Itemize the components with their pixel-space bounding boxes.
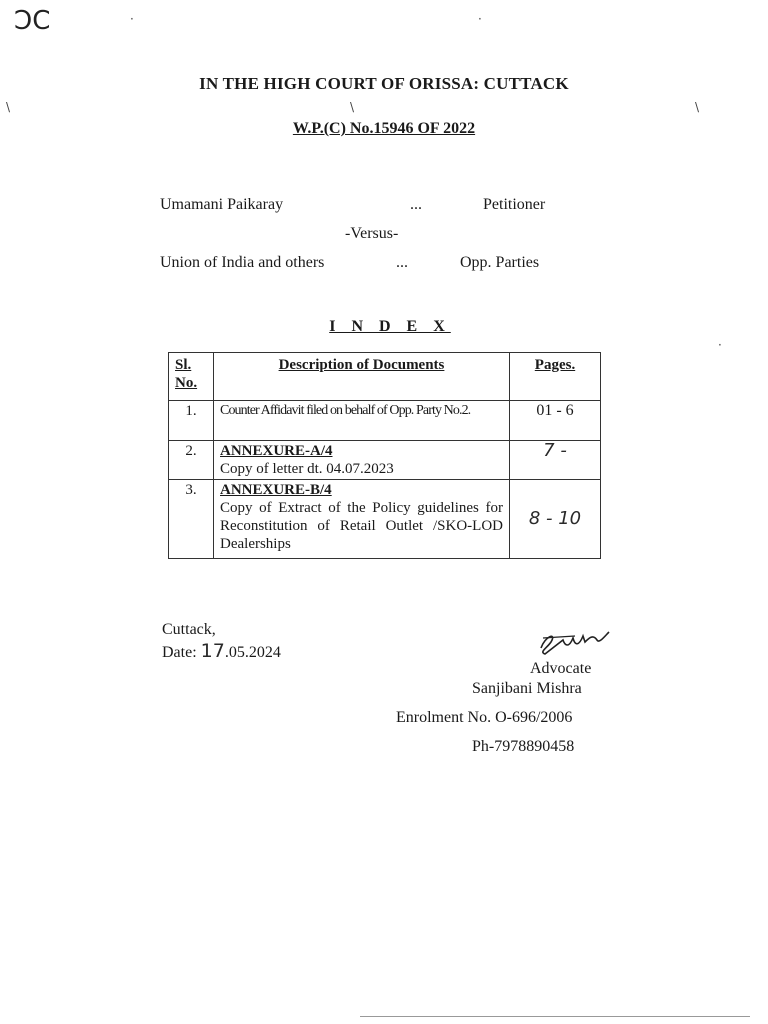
place-label: Cuttack, [162, 621, 216, 638]
scan-dot: · [130, 12, 134, 26]
row-description-text: Counter Affidavit filed on behalf of Opp. Party No.2. [220, 403, 471, 418]
petitioner-role: Petitioner [483, 196, 546, 213]
scan-mark: \ [350, 100, 355, 114]
row-description [214, 441, 510, 480]
advocate-label: Advocate [530, 660, 592, 677]
respondent-ellipsis: ... [396, 254, 408, 271]
row-sl: 2. [169, 441, 214, 480]
header-description: Description of Documents [214, 353, 510, 401]
court-title: IN THE HIGH COURT OF ORISSA: CUTTACK [199, 74, 569, 93]
respondent-name: Union of India and others [160, 254, 325, 271]
respondent-role: Opp. Parties [460, 254, 540, 271]
scan-mark: \ [6, 100, 11, 114]
versus-label: -Versus- [345, 225, 399, 242]
table-row [169, 480, 601, 559]
table-row [169, 441, 601, 480]
row-sl: 3. [169, 480, 214, 559]
petitioner-name: Umamani Paikaray [160, 196, 284, 213]
row-pages [510, 401, 601, 441]
header-pages: Pages. [510, 353, 601, 401]
enrolment-number: Enrolment No. O-696/2006 [396, 709, 573, 726]
row-pages [510, 480, 601, 559]
scan-mark: \ [695, 100, 700, 114]
row-description [214, 480, 510, 559]
row-pages [510, 441, 601, 480]
row-description-text: Copy of letter dt. 04.07.2023 [220, 461, 394, 477]
date-label: Date: [162, 644, 197, 661]
header-sl-no: Sl. No. [169, 353, 214, 401]
row-description-text: Copy of Extract of the Policy guidelines for Reconstitution of Retail Outlet /SKO-LOD Dealerships [220, 500, 503, 552]
table-header-row [169, 353, 601, 401]
table-row [169, 401, 601, 441]
signature [535, 618, 615, 658]
scan-bottom-line [360, 1016, 750, 1017]
advocate-name: Sanjibani Mishra [472, 680, 582, 697]
corner-handwritten-mark: ƆC [14, 6, 51, 36]
row-pages-value: 7 - [543, 440, 567, 461]
row-sl: 1. [169, 401, 214, 441]
petitioner-ellipsis: ... [410, 196, 422, 213]
scan-dot: · [478, 12, 482, 26]
index-heading: I N D E X [329, 318, 451, 335]
index-table [168, 352, 601, 559]
annexure-title: ANNEXURE-A/4 [220, 443, 333, 459]
case-number: W.P.(C) No.15946 OF 2022 [292, 120, 476, 137]
date-line [162, 640, 281, 662]
row-pages-value: 8 - 10 [528, 507, 582, 529]
scan-dot: · [718, 338, 722, 352]
row-pages-value: 01 - 6 [536, 402, 574, 419]
annexure-title: ANNEXURE-B/4 [220, 482, 332, 498]
date-rest: .05.2024 [224, 644, 281, 661]
date-day-handwritten: 17 [200, 640, 225, 662]
row-description [214, 401, 510, 441]
phone-number: Ph-7978890458 [472, 738, 575, 755]
